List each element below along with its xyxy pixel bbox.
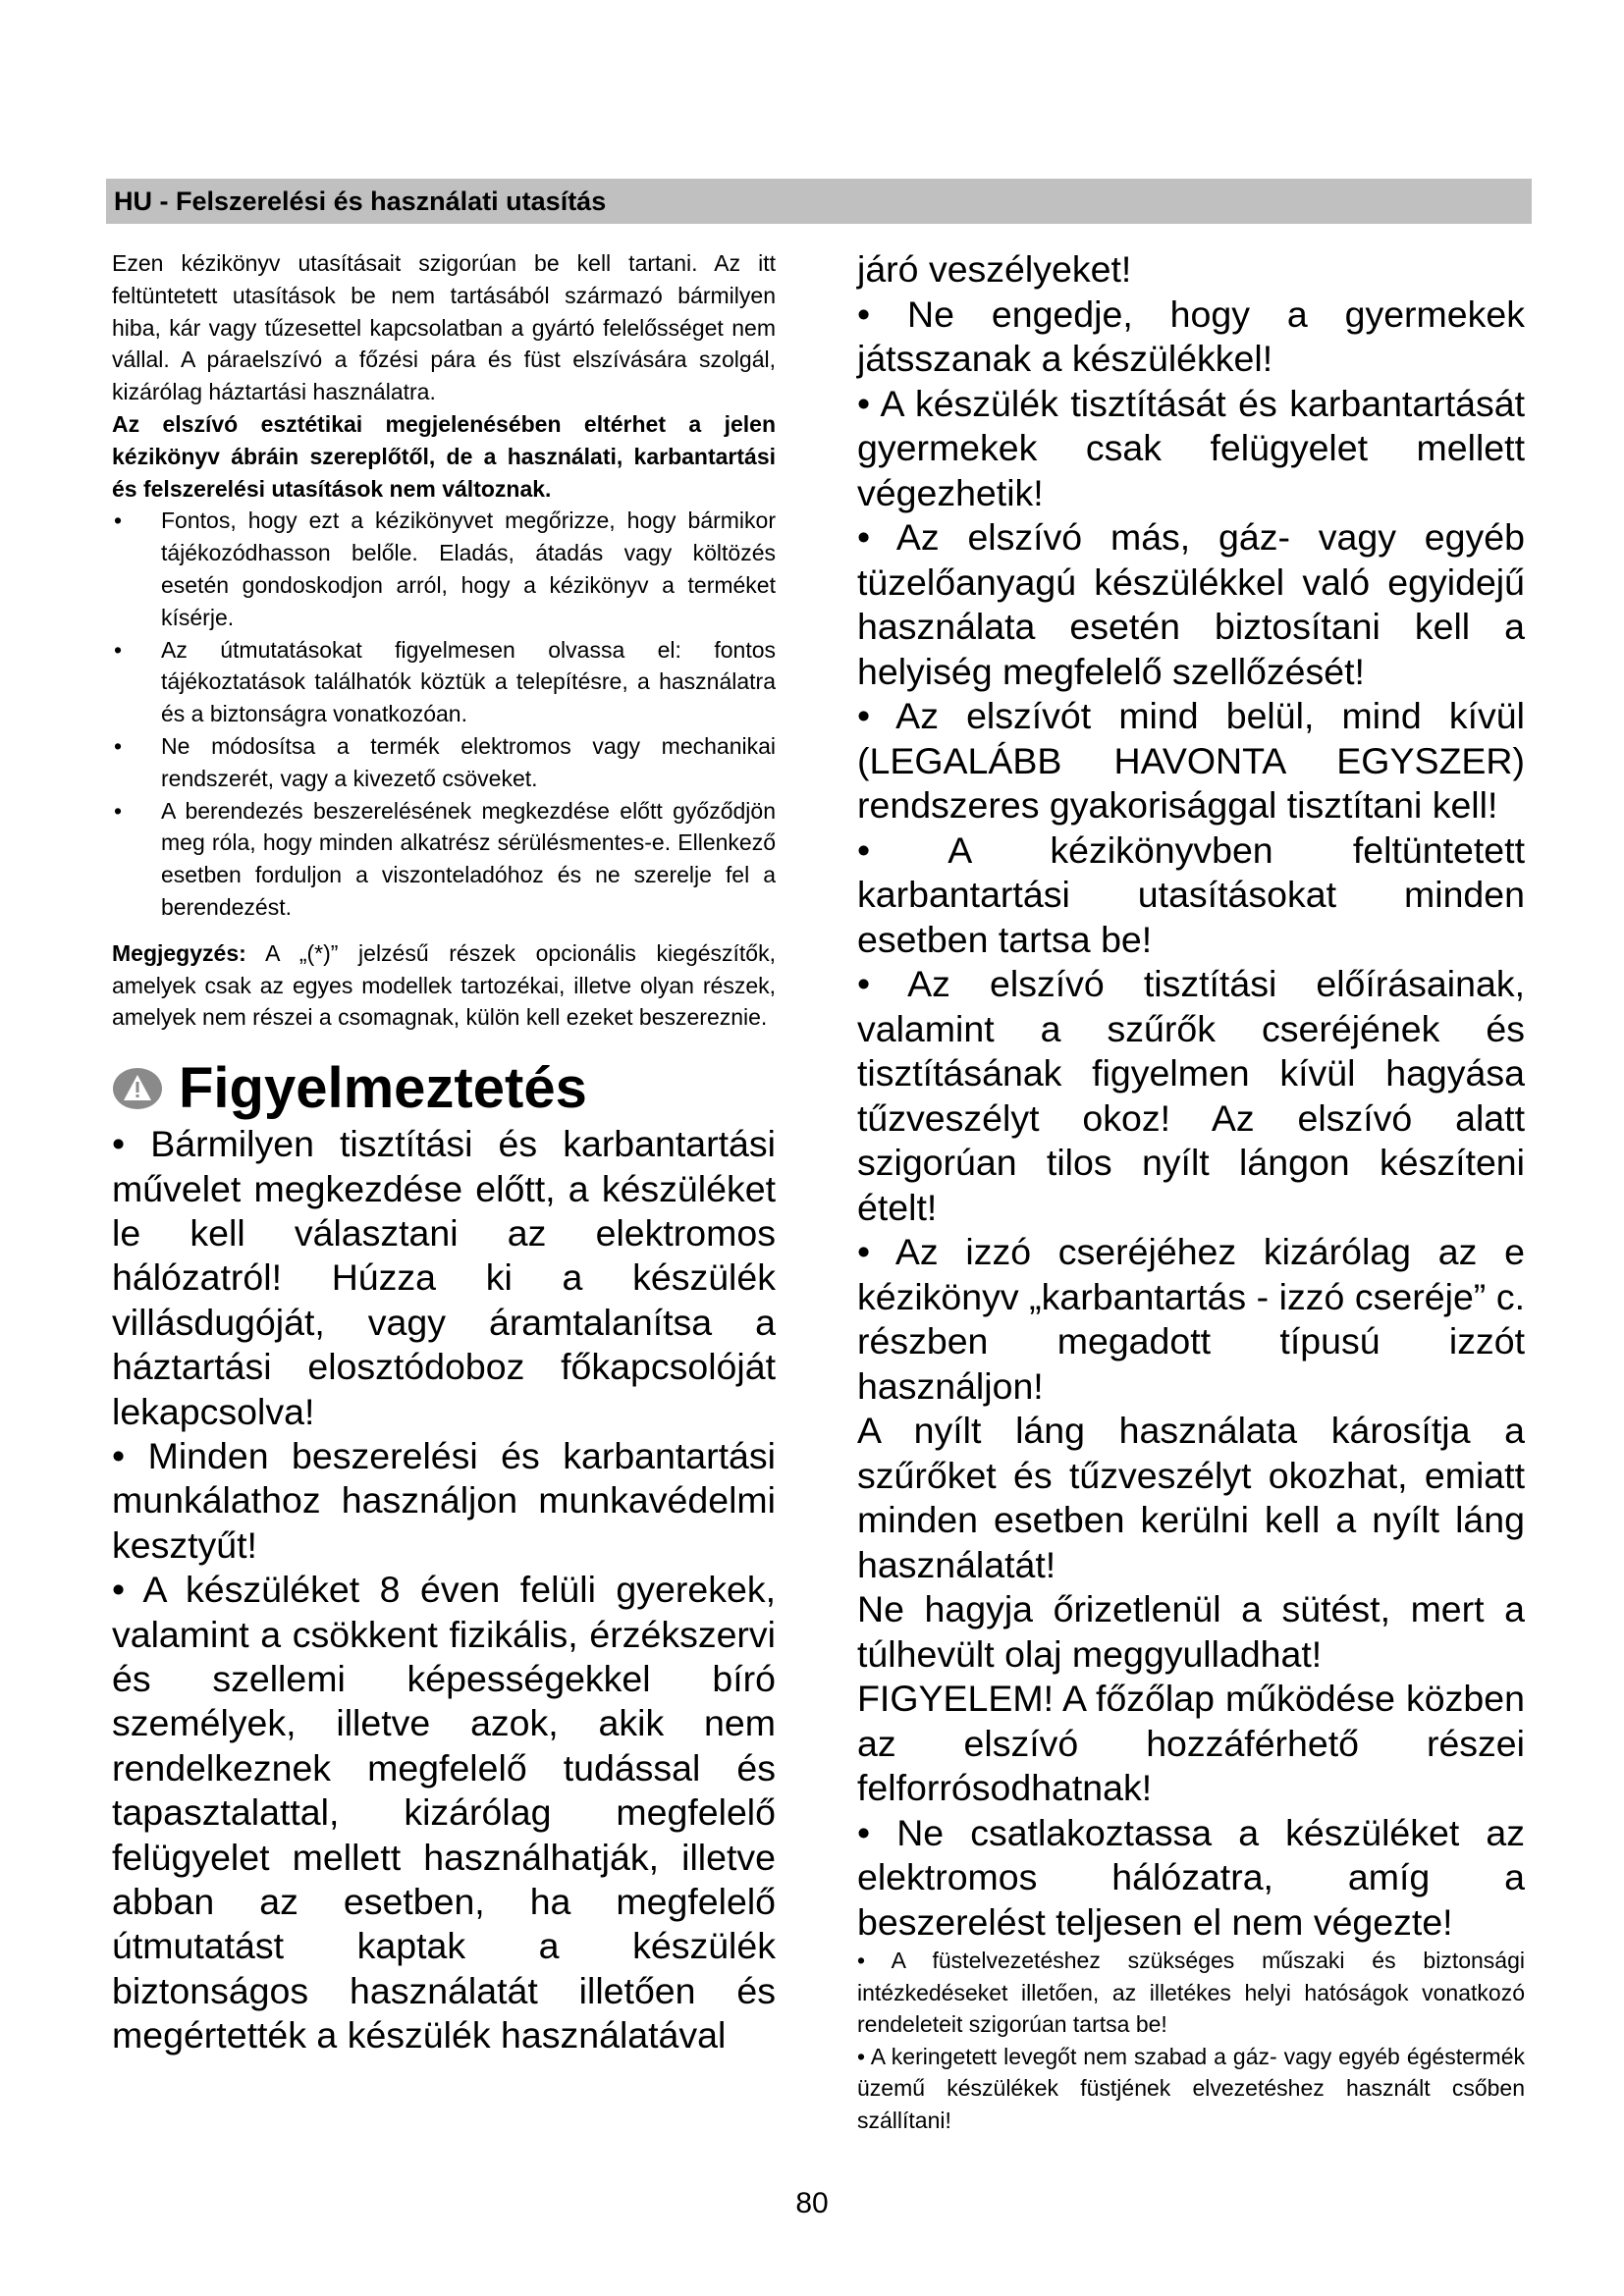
warning-paragraph: • Minden beszerelési és karbantartási munkálathoz használjon munkavédelmi kesztyűt! [112, 1434, 776, 1566]
warning-paragraph: • A készüléket 8 éven felüli gyerekek, valamint a csökkent fizikális, érzékszervi és szellemi képességekkel bíró személyek, illetve azok, akik nem rendelkeznek megfelelő tudással és tapasztalattal, kizárólag megfelelő felügyelet mellett használhatják, illetve abban az esetben, ha megfelelő útmutatást kaptak a készülék biztonságos használatát illetően és megértették a készülék használatával [112, 1569, 776, 2056]
note-paragraph [112, 937, 776, 1034]
small-warning-paragraph: • A keringetett levegőt nem szabad a gáz- vagy egyéb égéstermék üzemű készülékek füstjének elvezetéshez használt csőben szállítani! [857, 2043, 1525, 2133]
warning-paragraph: • Bármilyen tisztítási és karbantartási művelet megkezdése előtt, a készüléket le kell választani az elektromos hálózatról! Húzza ki a készülék villásdugóját, vagy áramtalanítsa a háztartási elosztódoboz főkapcsolóját lekapcsolva! [112, 1123, 776, 1432]
warning-paragraph: Ne hagyja őrizetlenül a sütést, mert a túlhevült olaj meggyulladhat! [857, 1588, 1525, 1675]
warning-paragraph: • A készülék tisztítását és karbantartását gyermekek csak felügyelet mellett végezhetik! [857, 382, 1525, 513]
bullet-dot: • [114, 797, 123, 824]
warning-paragraph: járó veszélyeket! [857, 248, 1132, 290]
warning-paragraph: • Ne engedje, hogy a gyermekek játsszanak a készülékkel! [857, 293, 1525, 379]
list-item [112, 505, 776, 633]
bold-intro-paragraph: Az elszívó esztétikai megjelenésében eltérhet a jelen kézikönyv ábráin szereplőtől, de a használati, karbantartási és felszerelési utasítások nem változnak. [112, 410, 776, 502]
warning-paragraph: • Az elszívót mind belül, mind kívül (LEGALÁBB HAVONTA EGYSZER) rendszeres gyakorisággal tisztítani kell! [857, 695, 1525, 826]
warning-paragraph: A nyílt láng használata károsítja a szűrőket és tűzveszélyt okozhat, emiatt minden esetben kerülni kell a nyílt láng használatát! [857, 1410, 1525, 1585]
list-item [112, 634, 776, 730]
section-header: HU - Felszerelési és használati utasítás [106, 179, 1532, 224]
warning-paragraph: • Ne csatlakoztassa a készüléket az elektromos hálózatra, amíg a beszerelést teljesen el nem végezte! [857, 1811, 1525, 1943]
list-item [112, 795, 776, 924]
list-item [112, 730, 776, 795]
warning-icon [112, 1067, 163, 1110]
list-item-text: Fontos, hogy ezt a kézikönyvet megőrizze, hogy bármikor tájékozódhasson belőle. Eladás, átadás vagy költözés esetén gondoskodjon arról, hogy a kézikönyv a terméket kísérje. [161, 507, 776, 630]
right-column [857, 247, 1525, 2136]
page-number: 80 [795, 2187, 829, 2219]
warning-paragraph: • Az elszívó tisztítási előírásainak, valamint a szűrők cseréjének és tisztításának figyelmen kívül hagyása tűzveszélyt okoz! Az elszívó alatt szigorúan tilos nyílt lángon készíteni ételt! [857, 963, 1525, 1228]
list-item-text: Ne módosítsa a termék elektromos vagy mechanikai rendszerét, vagy a kivezető csöveket. [161, 732, 776, 791]
note-label: Megjegyzés: [112, 939, 246, 966]
left-column [112, 247, 776, 2058]
warning-title: Figyelmeztetés [179, 1056, 587, 1121]
small-warning-paragraph: • A füstelvezetéshez szükséges műszaki és biztonsági intézkedéseket illetően, az illetékes helyi hatóságok vonatkozó rendeleteit szigorúan tartsa be! [857, 1948, 1525, 2037]
list-item-text: Az útmutatásokat figyelmesen olvassa el: fontos tájékoztatások találhatók köztük a telepítésre, a használatra és a biztonságra vonatkozóan. [161, 636, 776, 727]
warning-heading [112, 1057, 776, 1120]
warning-paragraph: • Az izzó cseréjéhez kizárólag az e kézikönyv „karbantartás - izzó cseréje” c. részben megadott típusú izzót használjon! [857, 1231, 1525, 1407]
bullet-dot: • [114, 636, 123, 663]
warning-paragraph: FIGYELEM! A főzőlap működése közben az elszívó hozzáférhető részei felforrósodhatnak! [857, 1678, 1525, 1808]
note-text: A „(*)” jelzésű részek opcionális kiegészítők, amelyek csak az egyes modellek tartozékai, illetve olyan részek, amelyek nem részei a csomagnak, külön kell ezeket beszereznie. [112, 939, 776, 1031]
bullet-dot: • [114, 732, 123, 759]
intro-paragraph: Ezen kézikönyv utasításait szigorúan be kell tartani. Az itt feltüntetett utasítások be nem tartásából származó bármilyen hiba, kár vagy tűzesettel kapcsolatban a gyártó felelősséget nem vállal. A páraelszívó a főzési pára és füst elszívására szolgál, kizárólag háztartási használatra. [112, 250, 776, 405]
list-item-text: A berendezés beszerelésének megkezdése előtt győződjön meg róla, hogy minden alkatrész sérülésmentes-e. Ellenkező esetben forduljon a viszonteladóhoz és ne szerelje fel a berendezést. [161, 797, 776, 920]
warning-paragraph: • Az elszívó más, gáz- vagy egyéb tüzelőanyagú készülékkel való egyidejű használata esetén biztosítani kell a helyiség megfelelő szellőzését! [857, 516, 1525, 692]
bullet-dot: • [114, 507, 123, 534]
warning-paragraph: • A kézikönyvben feltüntetett karbantartási utasításokat minden esetben tartsa be! [857, 828, 1525, 960]
